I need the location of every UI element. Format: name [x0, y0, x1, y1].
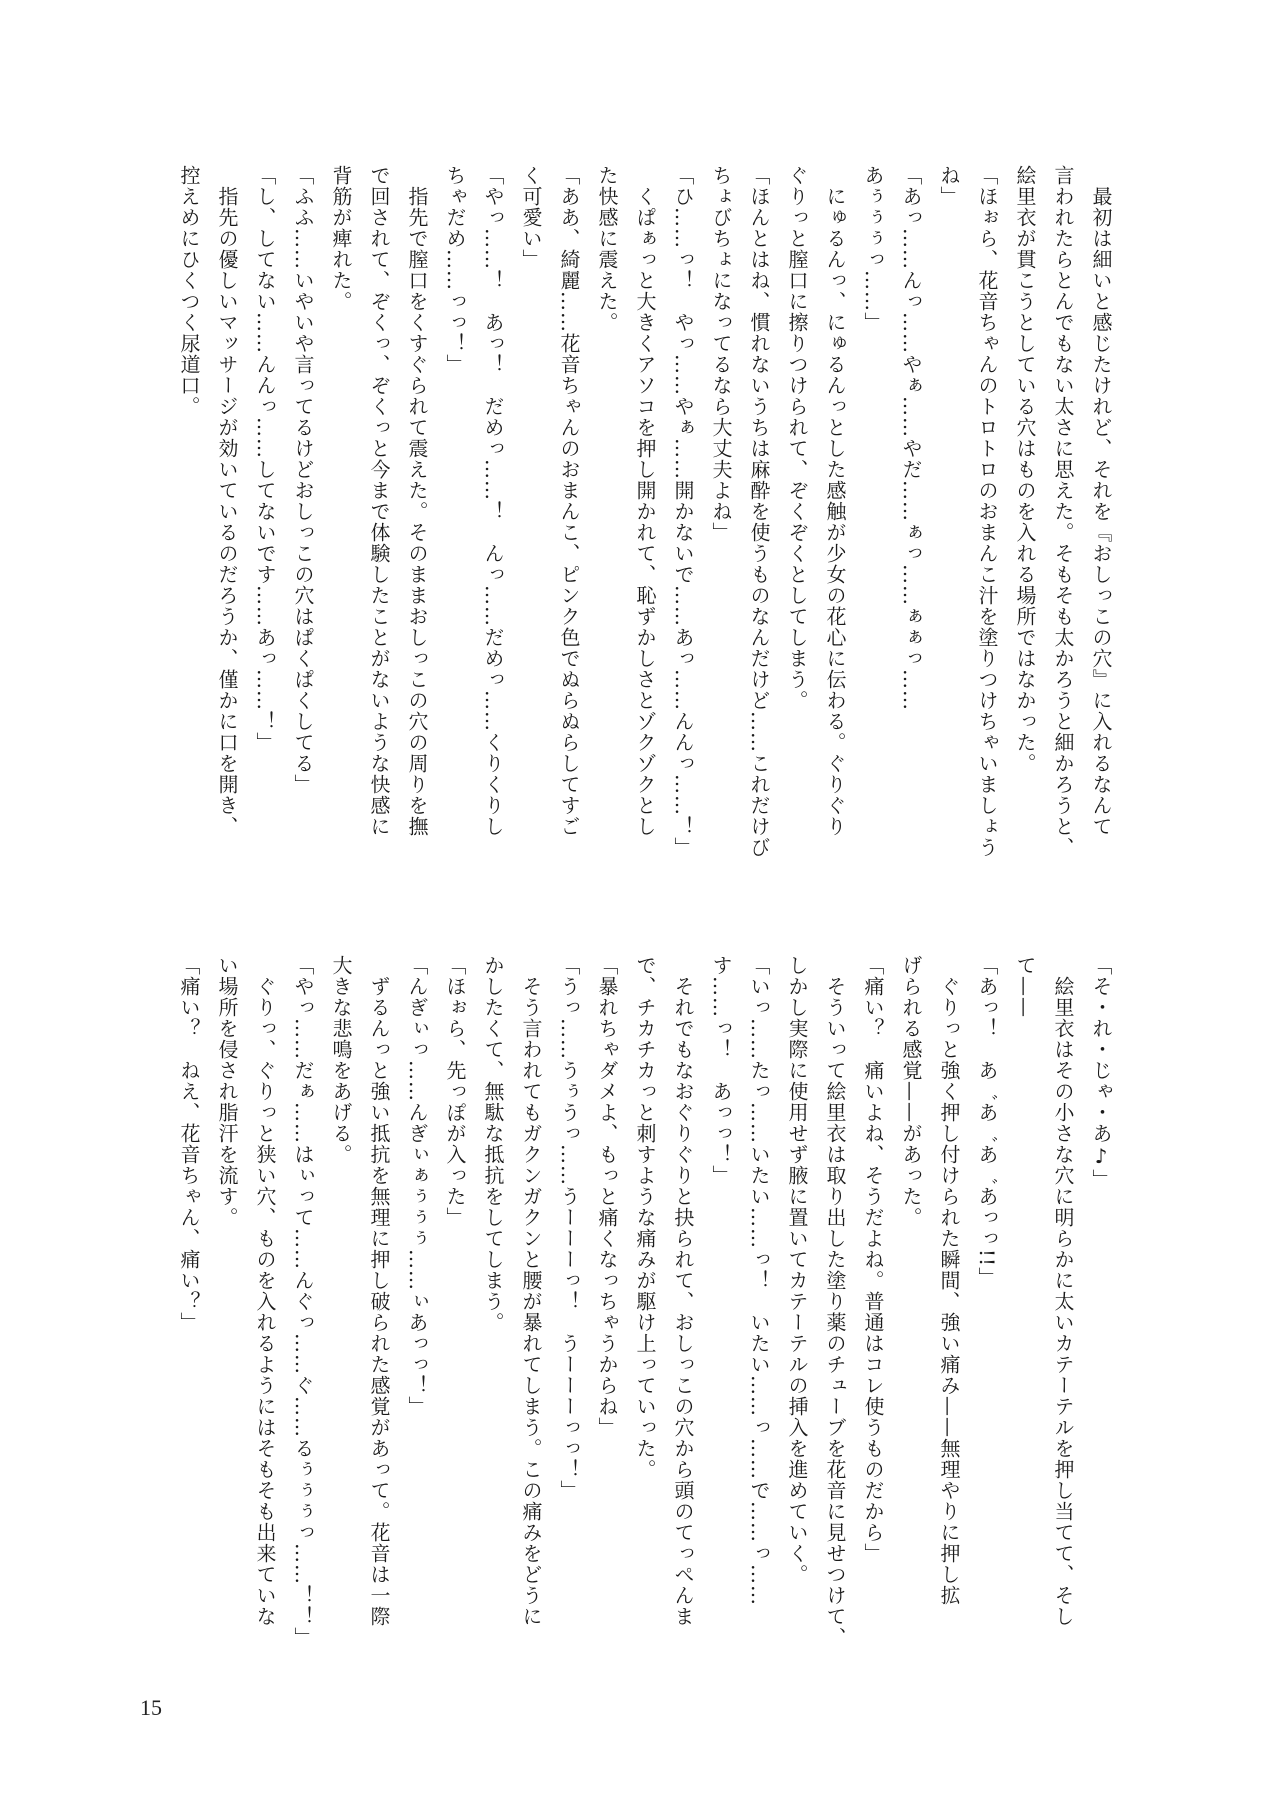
text-line: それでもなおぐりぐりと抉られて、おしっこの穴から頭のてっぺんま: [671, 955, 695, 1627]
text-line: ぐりっと膣口に擦りつけられて、ぞくぞくとしてしまう。: [785, 165, 809, 711]
text-line: で回されて、ぞくっ、ぞくっと今まで体験したことがないような快感に: [367, 165, 391, 837]
text-line: 「し、してない……んんっ……してないです……あっ……！」: [253, 165, 277, 753]
text-line: ぐりっ、ぐりっと狭い穴、ものを入れるようにはそもそも出来ていな: [253, 955, 277, 1627]
text-line: 「ほぉら、先っぽが入った」: [443, 955, 467, 1228]
text-line: 「んぎぃっ……んぎぃぁぅぅぅ……ぃあっっ！」: [405, 955, 429, 1417]
text-line: 「いっ……たっ……いたい……っ！ いたい……っ……で……っ……: [747, 955, 771, 1606]
text-line: く可愛い」: [519, 165, 543, 270]
text-line: 「やっ……！ あっ！ だめっ……！ んっ……だめっ……くりくりし: [481, 165, 505, 837]
text-line: くぱぁっと大きくアソコを押し開かれて、恥ずかしさとゾクゾクとし: [633, 165, 657, 837]
text-line: げられる感覚——があった。: [899, 955, 923, 1228]
text-line: 最初は細いと感じたけれど、それを『おしっこの穴』に入れるなんて: [1089, 165, 1113, 837]
text-line: 「ほんとはね、慣れないうちは麻酔を使うものなんだけど……これだけび: [747, 165, 771, 858]
text-line: 絵里衣が貫こうとしている穴はものを入れる場所ではなかった。: [1013, 165, 1037, 774]
text-line: で、チカチカっと刺すような痛みが駆け上っていった。: [633, 955, 657, 1480]
text-block-upper: [140, 165, 1120, 925]
text-line: ね」: [937, 165, 961, 207]
text-line: 「あっ！ あ゛あ゛あ゛あっっ!!」: [975, 955, 999, 1289]
text-line: ちょびちょになってるなら大丈夫よね」: [709, 165, 733, 543]
text-line: 「痛い？ ねえ、花音ちゃん、痛い？」: [177, 955, 201, 1333]
text-line: 背筋が痺れた。: [329, 165, 353, 312]
text-line: た快感に震えた。: [595, 165, 619, 333]
text-line: 「暴れちゃダメよ、もっと痛くなっちゃうからね」: [595, 955, 619, 1438]
text-line: 「やっ……だぁ……はぃって……んぐっ……ぐ……るぅぅぅっ……！！」: [291, 955, 315, 1648]
text-line: 「うっ……うぅうっ……うーーーっ！ うーーーっっ！」: [557, 955, 581, 1501]
text-line: 指先の優しいマッサージが効いているのだろうか、僅かに口を開き、: [215, 165, 239, 837]
text-line: 「ほぉら、花音ちゃんのトロトロのおまんこ汁を塗りつけちゃいましょう: [975, 165, 999, 858]
text-line: 「ああ、綺麗……花音ちゃんのおまんこ、ピンク色でぬらぬらしてすご: [557, 165, 581, 837]
text-line: 「あっ……んっ……やぁ……やだ……ぁっ……ぁぁっ……: [899, 165, 923, 711]
text-line: ずるんっと強い抵抗を無理に押し破られた感覚があって。花音は一際: [367, 955, 391, 1627]
text-line: かしたくて、無駄な抵抗をしてしまう。: [481, 955, 505, 1333]
text-line: 大きな悲鳴をあげる。: [329, 955, 353, 1165]
text-line: しかし実際に使用せず腋に置いてカテーテルの挿入を進めていく。: [785, 955, 809, 1585]
text-line: 「ふふ……いやいや言ってるけどおしっこの穴はぱくぱくしてる」: [291, 165, 315, 795]
text-line: い場所を侵され脂汗を流す。: [215, 955, 239, 1228]
text-line: 「そ・れ・じゃ・あ♪」: [1089, 955, 1113, 1190]
text-line: て——: [1013, 955, 1037, 1018]
text-line: あぅぅぅっ……」: [861, 165, 885, 333]
text-line: 控えめにひくつく尿道口。: [177, 165, 201, 417]
text-line: 「ひ……っ！ やっ……やぁ……開かないで……あっ……んんっ……！」: [671, 165, 695, 858]
text-line: そういって絵里衣は取り出した塗り薬のチューブを花音に見せつけて、: [823, 955, 847, 1648]
text-line: 言われたらとんでもない太さに思えた。そもそも太かろうと細かろうと、: [1051, 165, 1075, 858]
page-number: 15: [140, 1695, 162, 1720]
text-block-lower: [140, 955, 1120, 1695]
text-line: 指先で膣口をくすぐられて震えた。そのままおしっこの穴の周りを撫: [405, 165, 429, 837]
text-line: にゅるんっ、にゅるんっとした感触が少女の花心に伝わる。ぐりぐり: [823, 165, 847, 837]
text-line: そう言われてもガクンガクンと腰が暴れてしまう。この痛みをどうに: [519, 955, 543, 1627]
text-line: ちゃだめ……っっ！」: [443, 165, 467, 375]
text-line: す……っ！ あっっ！」: [709, 955, 733, 1186]
text-line: ぐりっと強く押し付けられた瞬間、強い痛み——無理やりに押し拡: [937, 955, 961, 1606]
text-line: 「痛い？ 痛いよね、そうだよね。普通はコレ使うものだから」: [861, 955, 885, 1564]
text-line: 絵里衣はその小さな穴に明らかに太いカテーテルを押し当てて、そし: [1051, 955, 1075, 1627]
